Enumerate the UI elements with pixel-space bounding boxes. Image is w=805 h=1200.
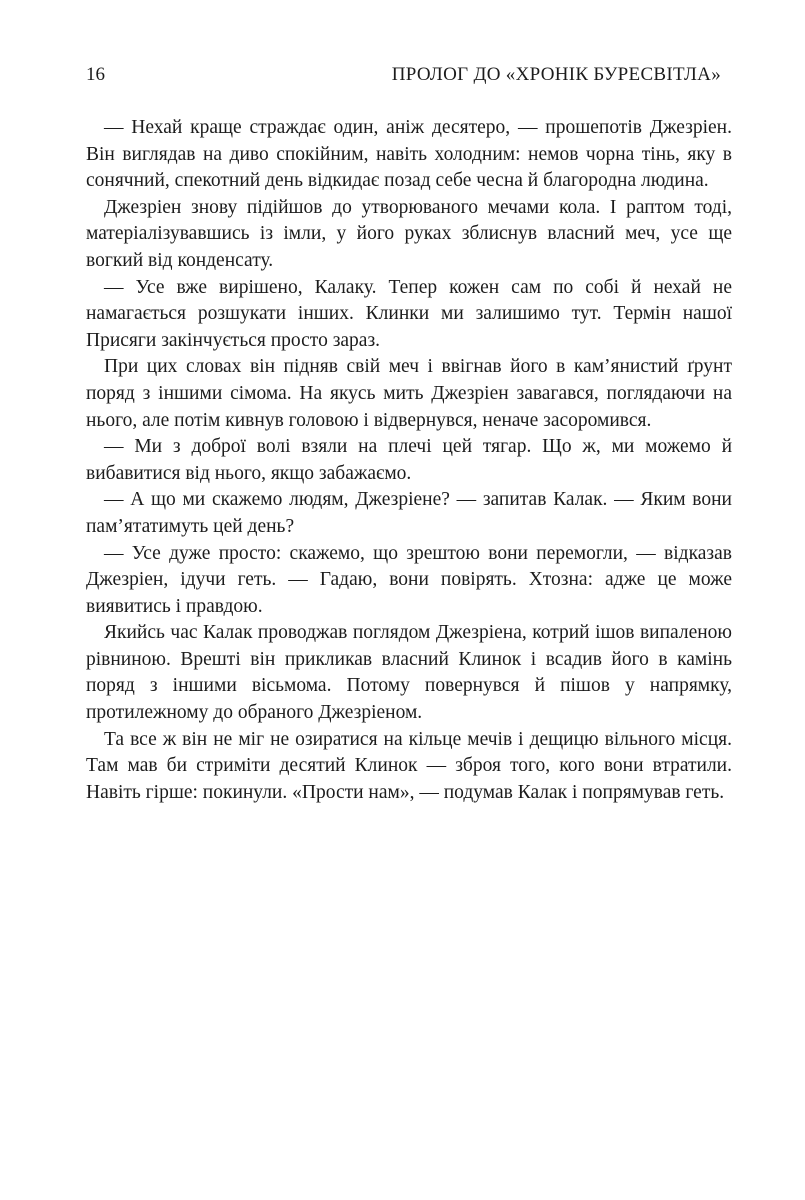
paragraph: Джезріен знову підійшов до утворюваного мечами кола. І раптом тоді, матеріалізувавшись із імли, у його руках зблиснув власний меч, усе ще вогкий від конденсату. bbox=[86, 196, 732, 271]
paragraph: — Усе вже вирішено, Калаку. Тепер кожен сам по собі й нехай не намагається розшукати інших. Клинки ми залишимо тут. Термін нашої Присяги закінчується просто зараз. bbox=[86, 276, 732, 351]
paragraph: Та все ж він не міг не озиратися на кільце мечів і дещицю вільного місця. Там мав би стриміти десятий Клинок — зброя того, кого вони втратили. Навіть гірше: покинули. «Прости нам», — подумав Калак і попрямував геть. bbox=[86, 728, 732, 803]
paragraph: При цих словах він підняв свій меч і ввігнав його в кам’янистий ґрунт поряд з іншими сімома. На якусь мить Джезріен завагався, поглядаючи на нього, але потім кивнув головою і відвернувся, неначе засоромився. bbox=[86, 356, 732, 431]
paragraph: Якийсь час Калак проводжав поглядом Джезріена, котрий ішов випаленою рівниною. Врешті він прикликав власний Клинок і всадив його в камінь поряд з іншими вісьмома. Потому повернувся й пішов у напрямку, протилежному до обраного Джезріеном. bbox=[86, 622, 732, 724]
running-title: ПРОЛОГ ДО «ХРОНІК БУРЕСВІТЛА» bbox=[391, 64, 721, 85]
paragraph: — Усе дуже просто: скажемо, що зрештою вони перемогли, — відказав Джезріен, ідучи геть. — Гадаю, вони повірять. Хтозна: адже це може виявитись і правдою. bbox=[86, 542, 732, 617]
body-text bbox=[86, 115, 732, 806]
paragraph: — Нехай краще страждає один, аніж десятеро, — прошепотів Джезріен. Він виглядав на диво спокійним, навіть холодним: немов чорна тінь, яку в сонячний, спекотний день відкидає позад себе чесна й благородна людина. bbox=[86, 117, 732, 192]
page-number: 16 bbox=[86, 64, 105, 85]
running-header bbox=[86, 60, 721, 90]
paragraph: — А що ми скажемо людям, Джезріене? — запитав Калак. — Яким вони пам’ятатимуть цей день? bbox=[86, 489, 732, 537]
paragraph: — Ми з доброї волі взяли на плечі цей тягар. Що ж, ми можемо й вибавитися від нього, якщо забажаємо. bbox=[86, 436, 732, 484]
